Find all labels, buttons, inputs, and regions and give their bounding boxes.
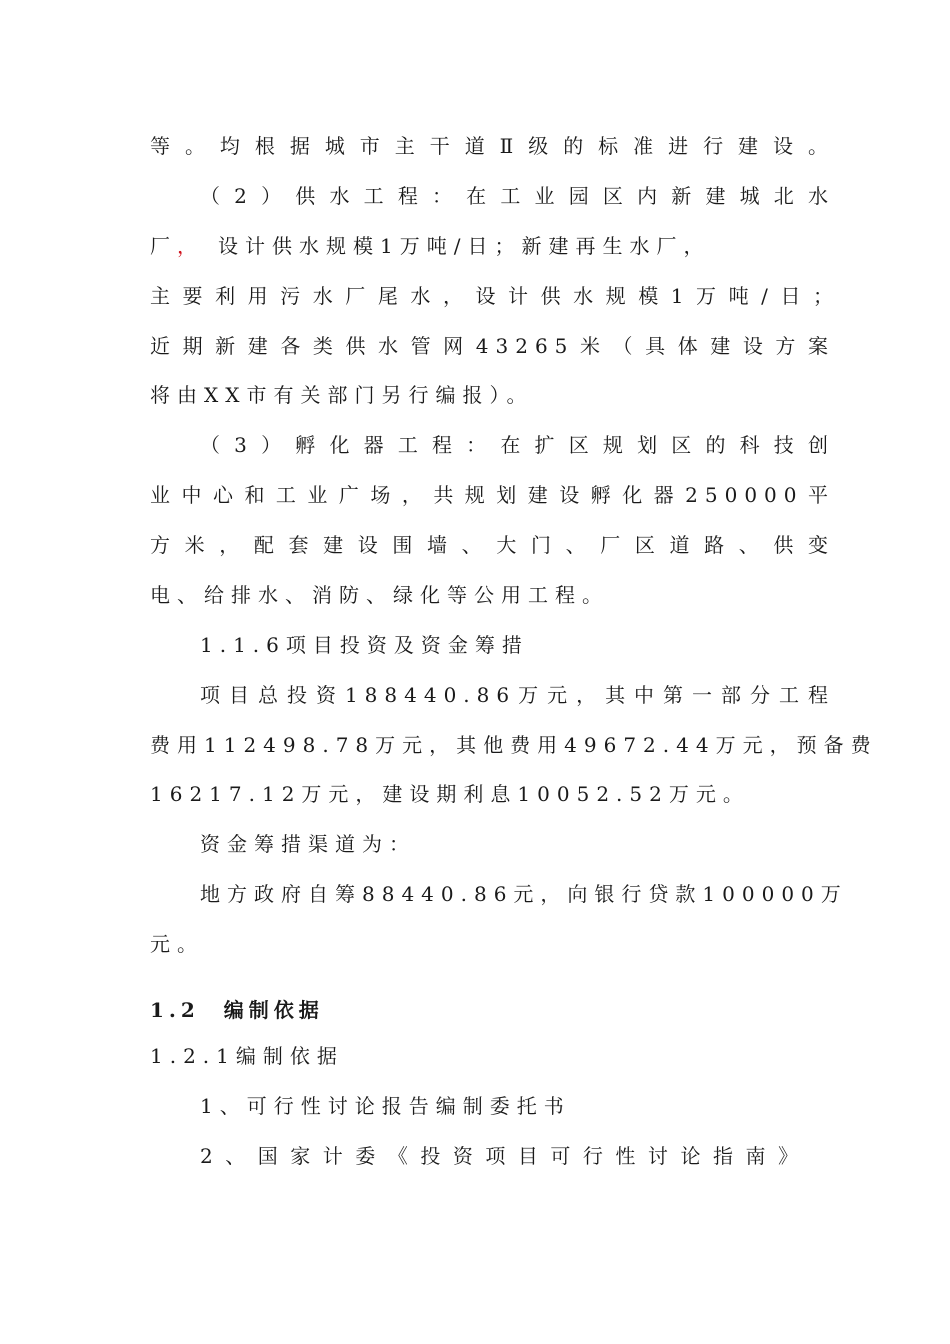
paragraph-line-7: （3）孵化器工程：在扩区规划区的科技创 xyxy=(200,433,835,457)
section-heading-1-1-6: 1.1.6项目投资及资金筹措 xyxy=(200,633,529,657)
paragraph-line-8: 业中心和工业广场，共规划建设孵化器250000平 xyxy=(150,483,835,507)
paragraph-line-9: 方米，配套建设围墙、大门、厂区道路、供变 xyxy=(150,533,835,557)
list-item-1: 1、可行性讨论报告编制委托书 xyxy=(200,1094,571,1118)
paragraph-line-6: 将由XX市有关部门另行编报）。 xyxy=(150,383,534,407)
section-number: 1.2 xyxy=(150,998,200,1022)
list-item-2: 2、国家计委《投资项目可行性讨论指南》 xyxy=(200,1144,805,1168)
paragraph-line-5: 近期新建各类供水管网43265米（具体建设方案 xyxy=(150,334,835,358)
line-3-text: 设计供水规模1万吨/日；新建再生水厂， xyxy=(218,234,711,258)
paragraph-line-15: 资金筹措渠道为： xyxy=(200,832,416,856)
paragraph-line-13: 费用112498.78万元，其他费用49672.44万元，预备费 xyxy=(150,733,878,757)
paragraph-line-4: 主要利用污水厂尾水，设计供水规模1万吨/日； xyxy=(150,284,840,308)
paragraph-line-3 xyxy=(150,232,835,260)
paragraph-line-2: （2）供水工程：在工业园区内新建城北水 xyxy=(200,184,835,208)
line-3-prefix: 厂 xyxy=(150,234,177,258)
paragraph-line-17: 元。 xyxy=(150,932,204,956)
section-title: 编制依据 xyxy=(223,998,324,1022)
subsection-heading-1-2-1: 1.2.1编制依据 xyxy=(150,1044,344,1068)
paragraph-line-10: 电、给排水、消防、绿化等公用工程。 xyxy=(150,583,609,607)
paragraph-line-12: 项目总投资188440.86万元，其中第一部分工程 xyxy=(200,683,835,707)
paragraph-line-16: 地方政府自筹88440.86元，向银行贷款100000万 xyxy=(200,882,848,906)
red-comma-mark: ， xyxy=(177,234,204,258)
section-heading-1-2 xyxy=(150,996,835,1024)
paragraph-line-1: 等。均根据城市主干道Ⅱ级的标准进行建设。 xyxy=(150,134,835,158)
paragraph-line-14: 16217.12万元，建设期利息10052.52万元。 xyxy=(150,782,750,806)
